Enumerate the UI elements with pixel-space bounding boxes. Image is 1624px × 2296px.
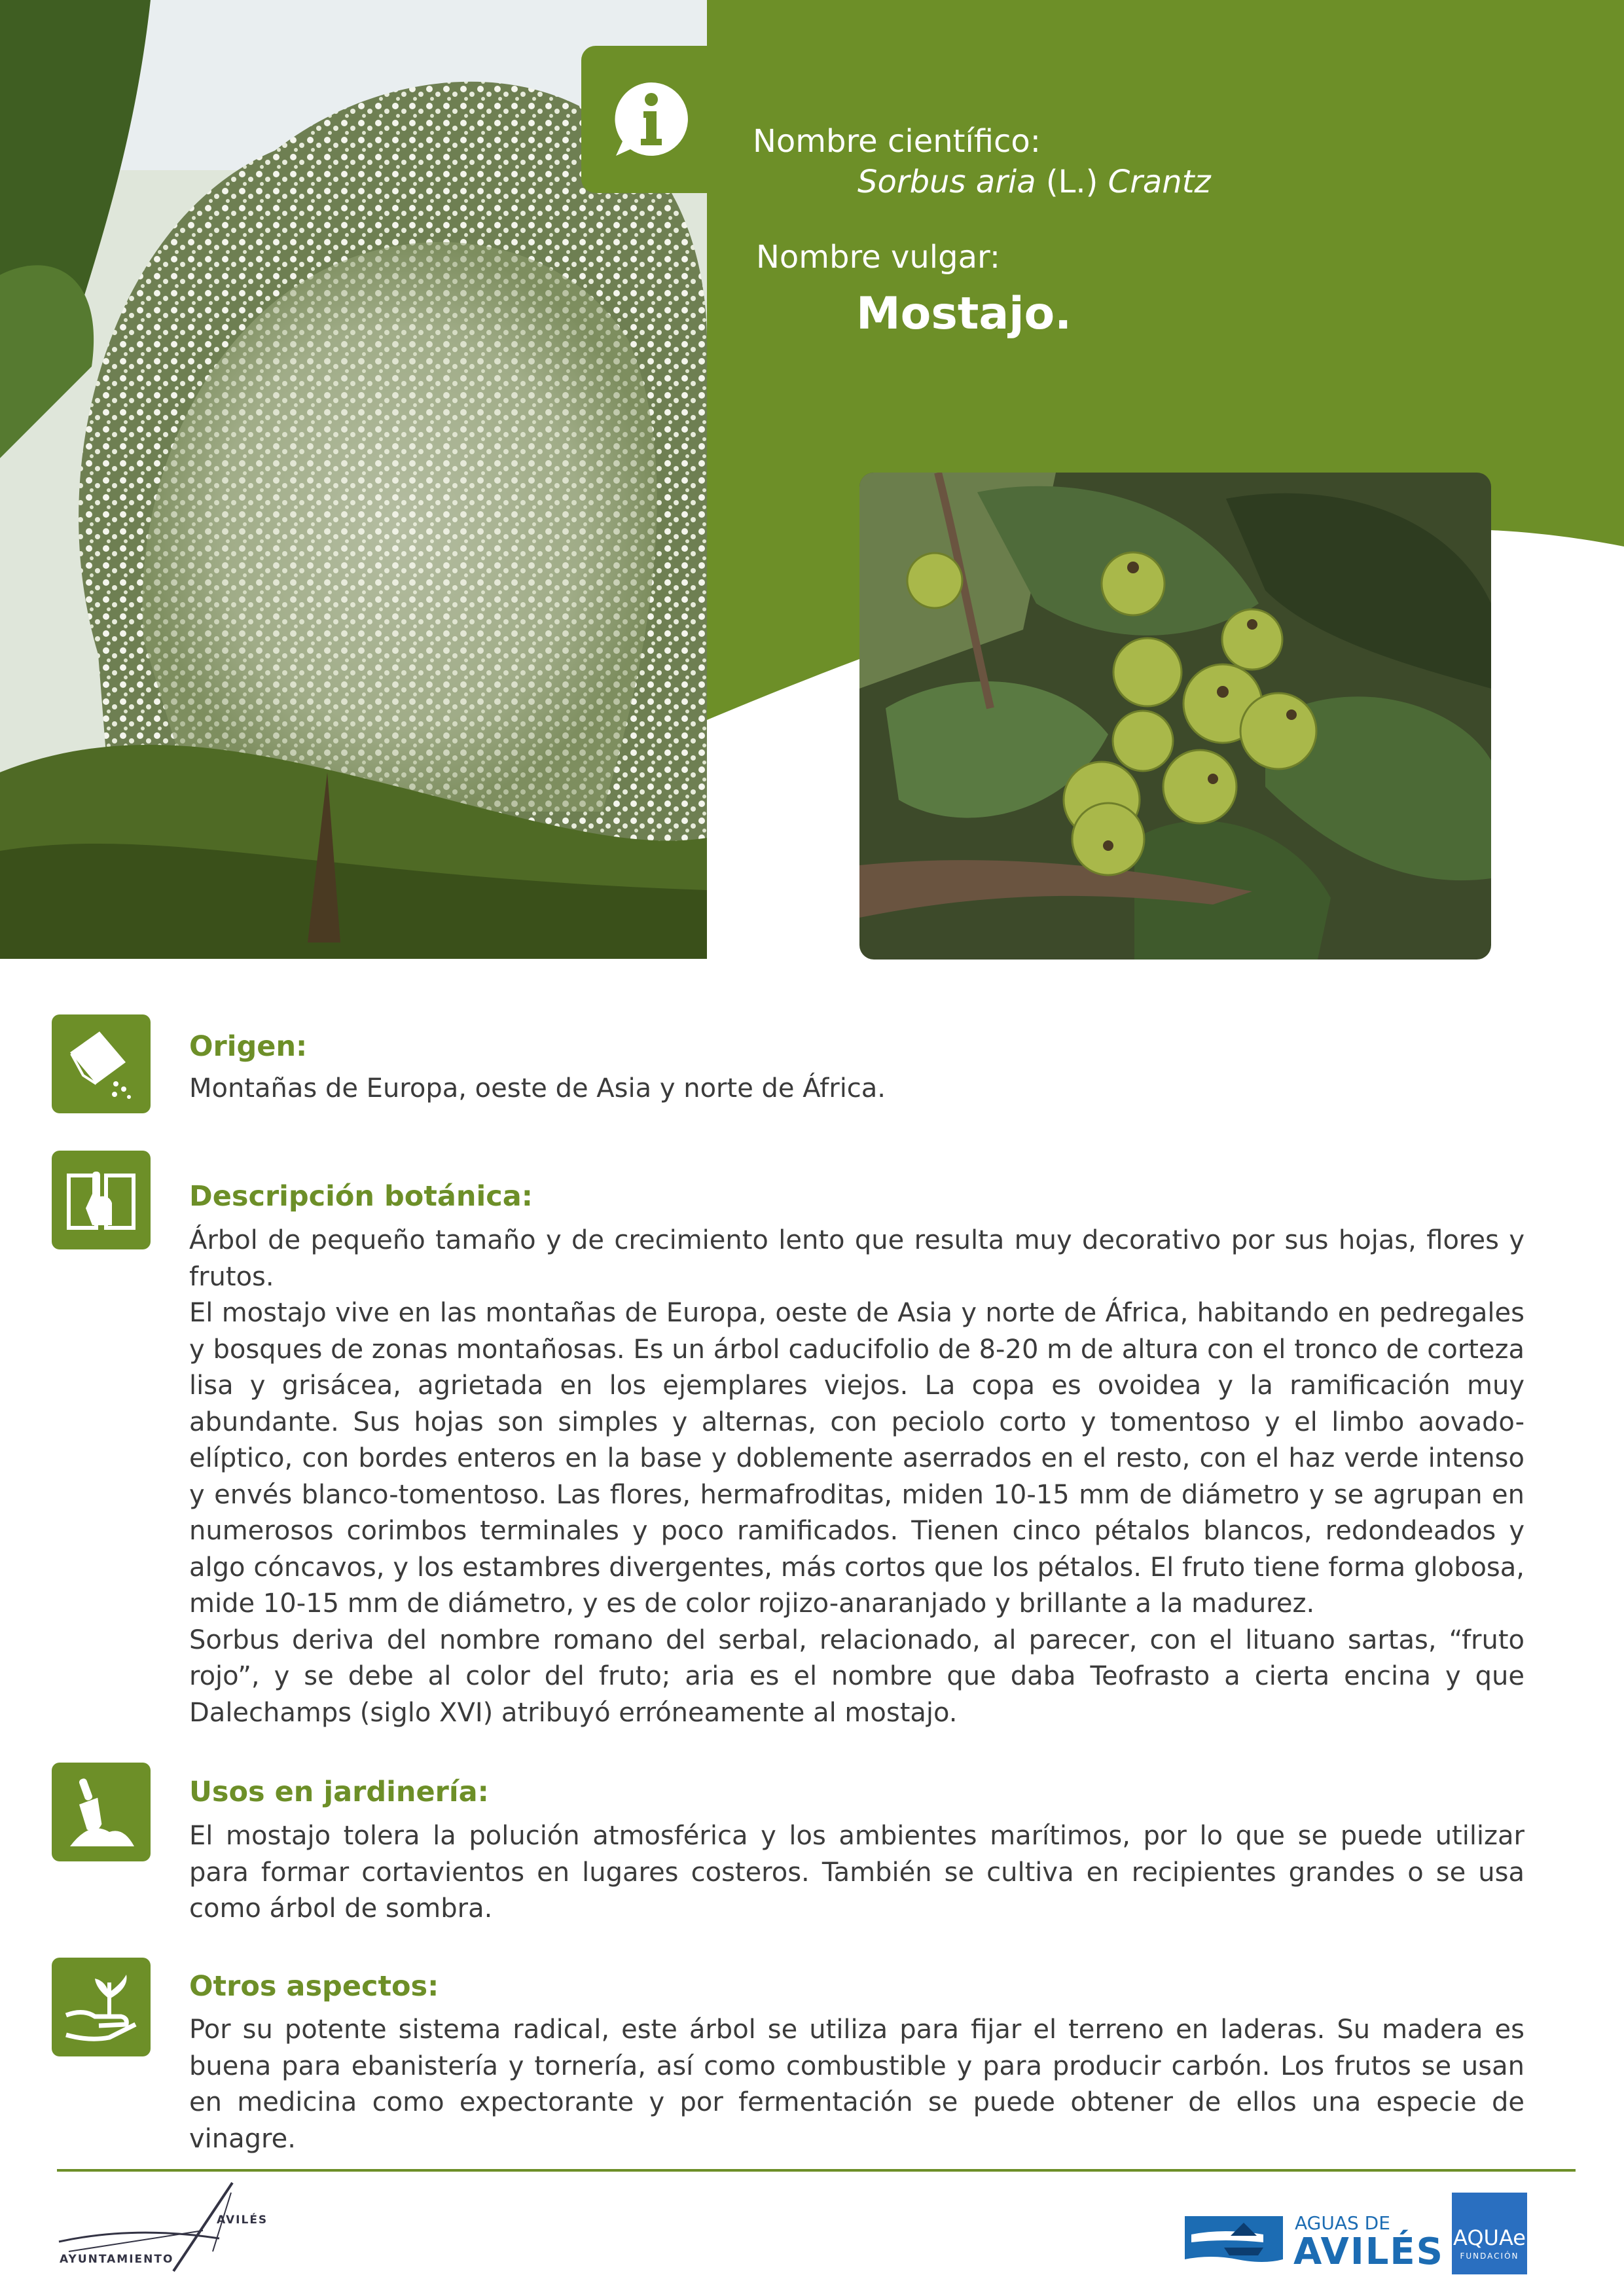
info-badge xyxy=(581,46,719,193)
scientific-name-label: Nombre científico: xyxy=(753,123,1041,160)
scientific-author: Crantz xyxy=(1108,164,1211,200)
origin-icon-box xyxy=(52,1014,151,1113)
aguas-de-aviles-logo xyxy=(1185,2212,1444,2273)
origin-title: Origen: xyxy=(189,1030,308,1063)
footer-divider xyxy=(57,2169,1576,2172)
common-name: Mostajo. xyxy=(856,288,1072,340)
scientific-author-parenthetical: (L.) xyxy=(1045,164,1098,200)
aquae-fundacion-logo xyxy=(1452,2193,1527,2274)
garden-uses-paragraph: El mostajo tolera la polución atmosférica y los ambientes marítimos, por lo que se puede utilizar para formar cortavientos en lugares costeros. También se cultiva en recipientes grandes o se usa como árbol de sombra. xyxy=(189,1821,1525,1924)
common-name-label: Nombre vulgar: xyxy=(756,239,1001,276)
botanical-paragraph-1: Árbol de pequeño tamaño y de crecimiento lento que resulta muy decorativo por sus hojas, flores y frutos. xyxy=(189,1225,1525,1292)
botanical-paragraph-2: El mostajo vive en las montañas de Europa, oeste de Asia y norte de África, habitando en pedregales y bosques de zonas montañosas. Es un árbol caducifolio de 8-20 m de altura con el tronco de corteza lisa y grisácea, agrietada en los ejemplares viejos. La copa es ovoidea y la ramificación muy abundante. Sus hojas son simples y alternas, con peciolo corto y tomentoso y el limbo aovado-elíptico, con bordes enteros en la base y doblemente aserrados en el resto, con el haz verde intenso y envés blanco-tomentoso. Las flores, hermafroditas, miden 10-15 mm de diámetro y se agrupan en numerosos corimbos terminales y poco ramificados. Tienen cinco pétalos blancos, redondeados y algo cóncavos, y los estambres divergentes, más cortos que los pétalos. El fruto tiene forma globosa, mide 10-15 mm de diámetro, y es de color rojizo-anaranjado y brillante a la madurez. xyxy=(189,1298,1525,1619)
fruit-photo xyxy=(859,473,1491,960)
hand-sprout-icon xyxy=(63,1969,139,2045)
aviles-label: AVILÉS xyxy=(217,2214,268,2227)
botanical-description-text xyxy=(189,1223,1525,1731)
fundacion-label: FUNDACIÓN xyxy=(1460,2251,1519,2261)
origin-paragraph: Montañas de Europa, oeste de Asia y norte de África. xyxy=(189,1073,886,1103)
info-speech-bubble-icon xyxy=(611,79,693,160)
trowel-icon xyxy=(63,1774,139,1850)
scientific-genus-species: Sorbus aria xyxy=(857,164,1036,200)
botanical-description-title: Descripción botánica: xyxy=(189,1180,533,1213)
seed-packet-icon xyxy=(63,1026,139,1102)
garden-uses-text xyxy=(189,1818,1525,1928)
book-hand-icon xyxy=(63,1162,139,1238)
scientific-name xyxy=(857,164,1211,200)
other-aspects-title: Otros aspectos: xyxy=(189,1970,439,2003)
ship-icon xyxy=(1185,2216,1283,2269)
other-aspects-paragraph: Por su potente sistema radical, este árbol se utiliza para fijar el terreno en laderas. Su madera es buena para ebanistería y tornería, así como combustible y para producir carbón. Los frutos se usan en medicina como expectorante y por fermentación se puede obtener de ellos una especie de vinagre. xyxy=(189,2015,1525,2154)
ayuntamiento-label: AYUNTAMIENTO xyxy=(60,2253,174,2266)
aguas-aviles-label: AVILÉS xyxy=(1293,2231,1444,2273)
aquae-label: AQUAe xyxy=(1453,2225,1526,2250)
ayuntamiento-aviles-logo xyxy=(56,2179,272,2278)
other-aspects-icon-box xyxy=(52,1958,151,2056)
garden-uses-icon-box xyxy=(52,1763,151,1861)
aguas-de-label: AGUAS DE xyxy=(1295,2212,1390,2234)
garden-uses-title: Usos en jardinería: xyxy=(189,1776,489,1808)
botanical-description-icon-box xyxy=(52,1151,151,1249)
other-aspects-text xyxy=(189,2012,1525,2157)
botanical-paragraph-3: Sorbus deriva del nombre romano del serbal, relacionado, al parecer, con el lituano sartas, “fruto rojo”, y se debe al color del fruto; aria es el nombre que daba Teofrasto a cierta encina y que Dalechamps (siglo XVI) atribuyó erróneamente al mostajo. xyxy=(189,1624,1525,1728)
origin-text xyxy=(189,1071,1525,1107)
aguas-logo-box xyxy=(1185,2216,1283,2269)
